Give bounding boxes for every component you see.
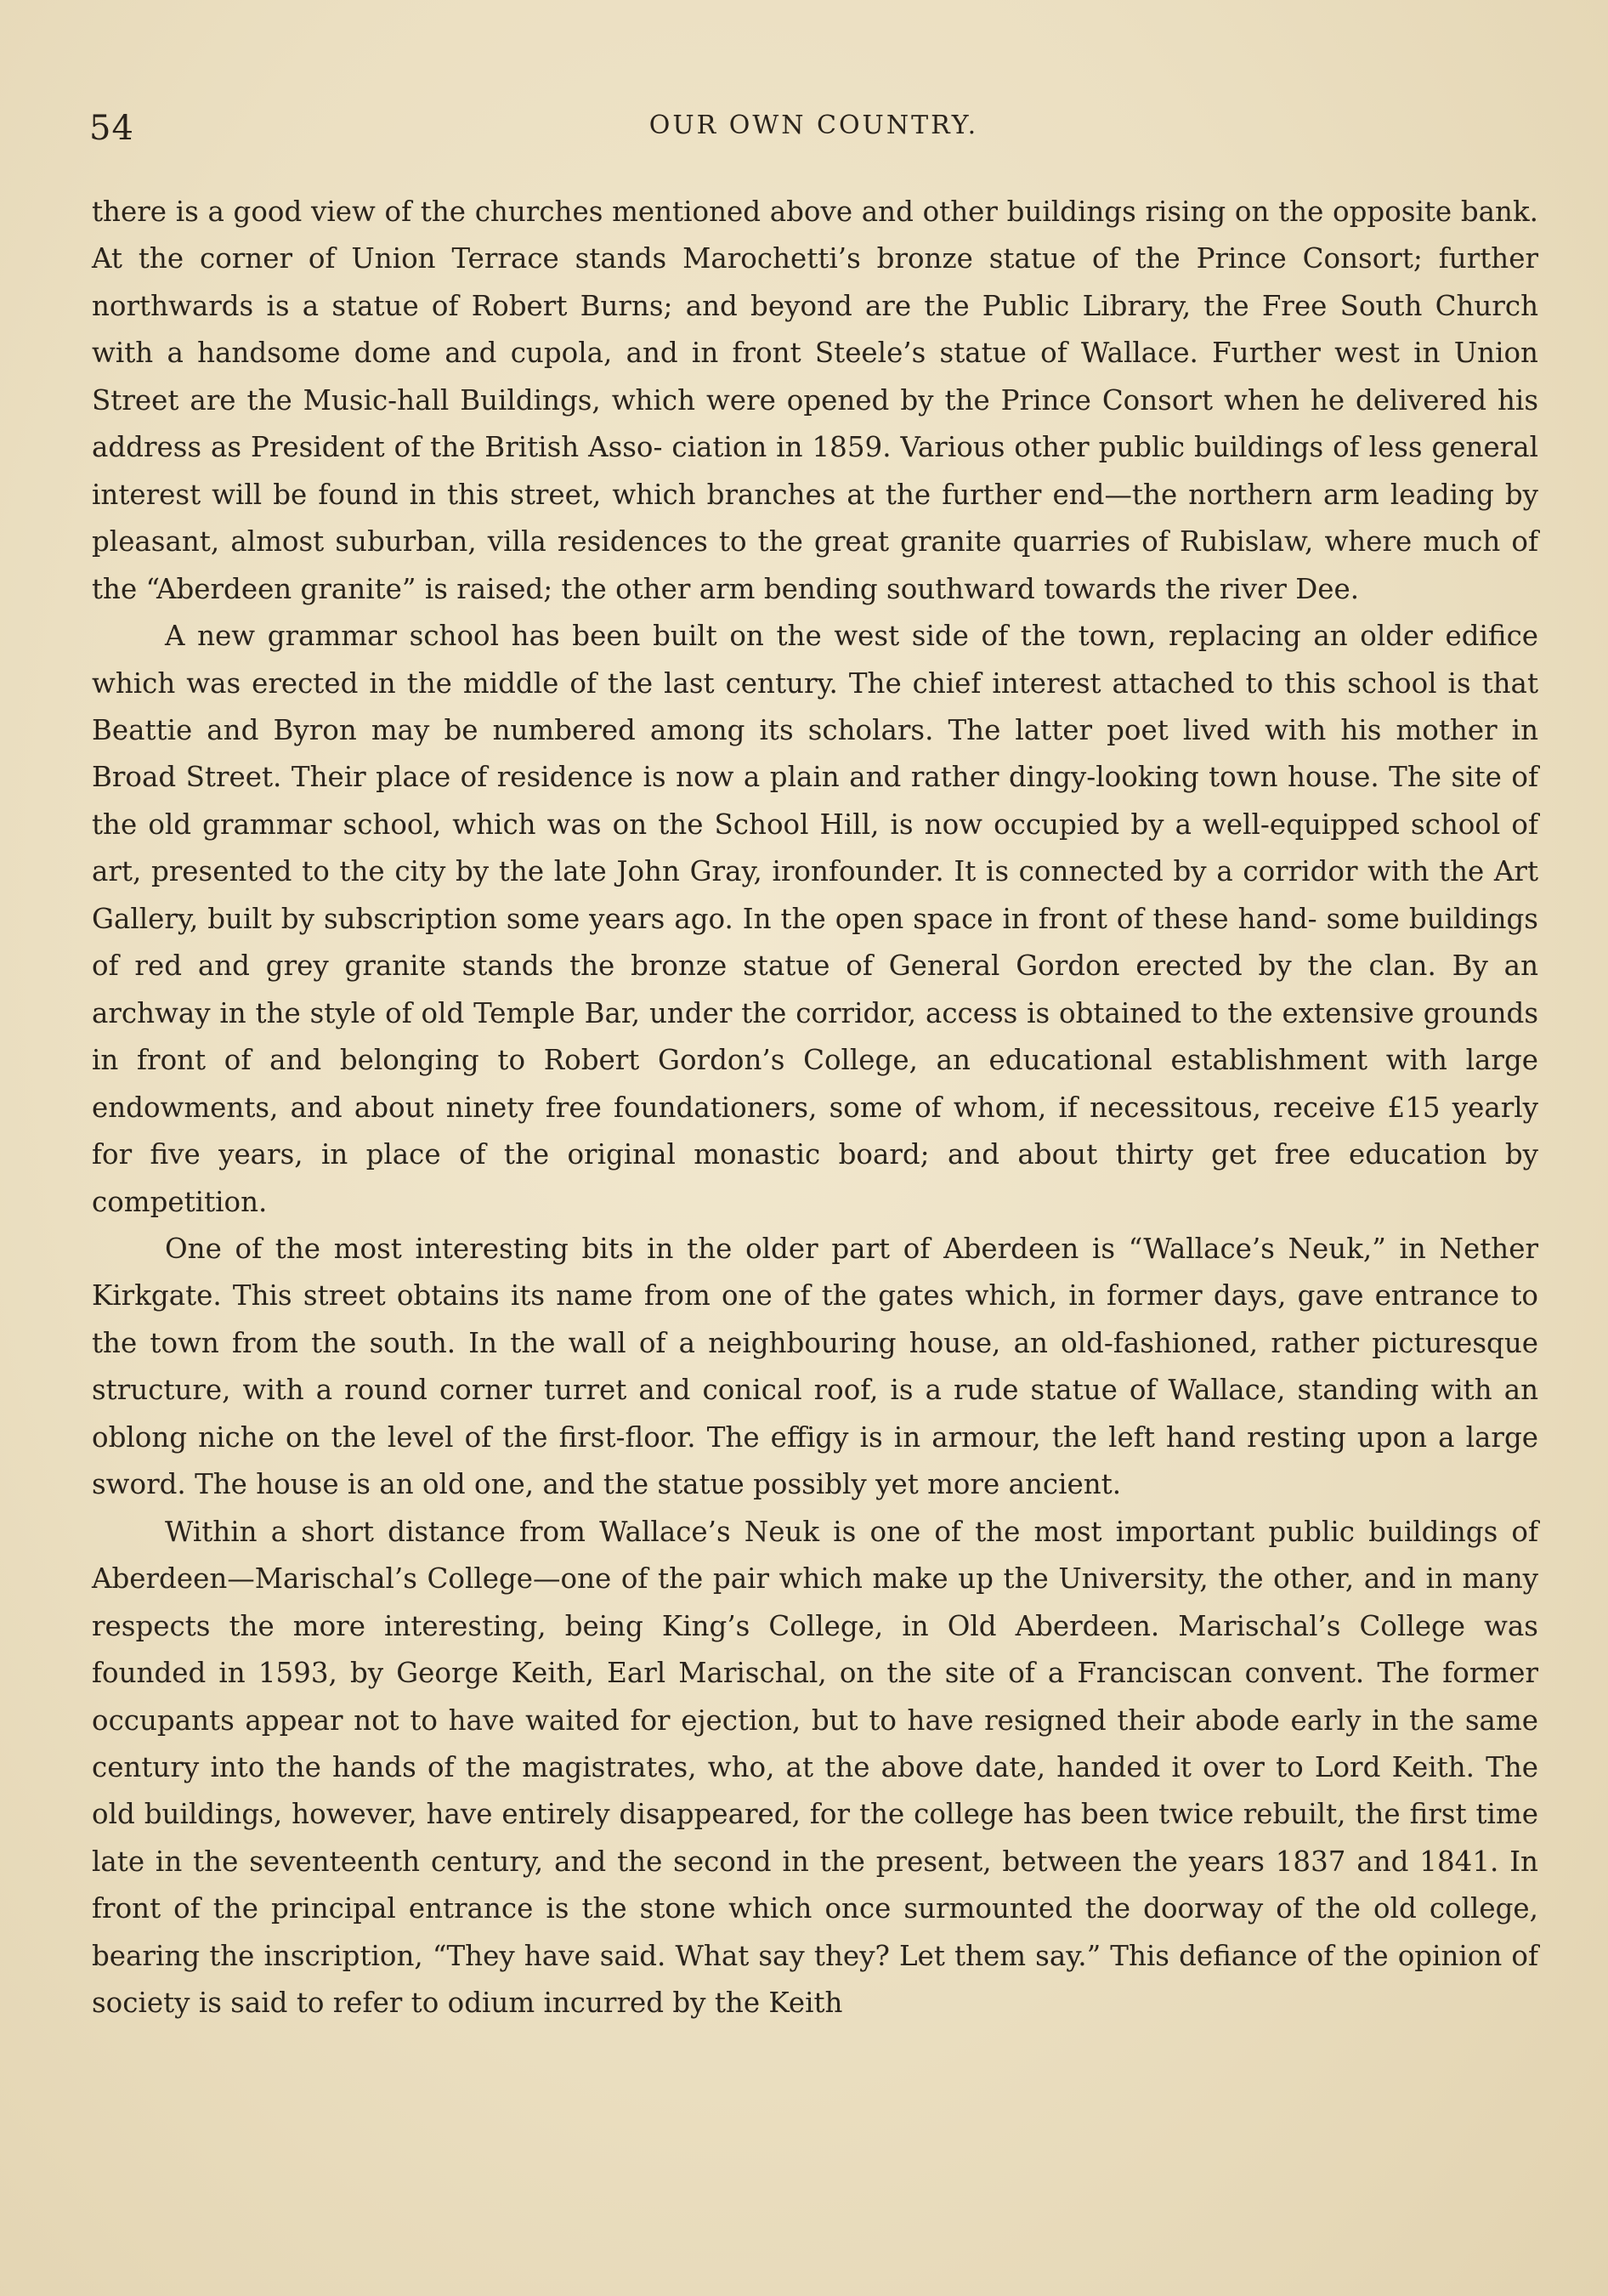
- paragraph-marischals-college: Within a short distance from Wallace’s Neuk is one of the most important public buildings of Aberdeen—Marischal’s College—one of the pair which make up the University, the other, and in many respects the more interesting, being King’s College, in Old Aberdeen. Marischal’s College was founded in 1593, by George Keith, Earl Marischal, on the site of a Franciscan convent. The former occupants appear not to have waited for ejection, but to have resigned their abode early in the same century into the hands of the magistrates, who, at the above date, handed it over to Lord Keith. The old buildings, however, have entirely disappeared, for the college has been twice rebuilt, the first time late in the seventeenth century, and the second in the present, between the years 1837 and 1841. In front of the principal entrance is the stone which once surmounted the doorway of the old college, bearing the inscription, “They have said. What say they? Let them say.” This defiance of the opinion of society is said to refer to odium incurred by the Keith: [92, 1515, 1538, 2020]
- paragraph-grammar-school: A new grammar school has been built on the west side of the town, replacing an older edifice which was erected in the middle of the last century. The chief interest attached to this school is that Beattie and Byron may be numbered among its scholars. The latter poet lived with his mother in Broad Street. Their place of residence is now a plain and rather dingy-looking town house. The site of the old grammar school, which was on the School Hill, is now occupied by a well-equipped school of art, presented to the city by the late John Gray, ironfounder. It is connected by a corridor with the Art Gallery, built by subscription some years ago. In the open space in front of these hand- some buildings of red and grey granite stands the bronze statue of General Gordon erected by the clan. By an archway in the style of old Temple Bar, under the corridor, access is obtained to the extensive grounds in front of and belonging to Robert Gordon’s College, an educational establishment with large endowments, and about ninety free foundationers, some of whom, if necessitous, receive £15 yearly for five years, in place of the original monastic board; and about thirty get free education by competition.: [92, 620, 1538, 1218]
- body-text: [92, 189, 1538, 2027]
- paragraph-continuation: there is a good view of the churches mentioned above and other buildings rising on the opposite bank. At the corner of Union Terrace stands Marochetti’s bronze statue of the Prince Consort; further northwards is a statue of Robert Burns; and beyond are the Public Library, the Free South Church with a handsome dome and cupola, and in front Steele’s statue of Wallace. Further west in Union Street are the Music-hall Buildings, which were opened by the Prince Consort when he delivered his address as President of the British Asso- ciation in 1859. Various other public buildings of less general interest will be found in this street, which branches at the further end—the northern arm leading by pleasant, almost suburban, villa residences to the great granite quarries of Rubislaw, where much of the “Aberdeen granite” is raised; the other arm bending southward towards the river Dee.: [92, 196, 1538, 605]
- paragraph-wallaces-neuk: One of the most interesting bits in the older part of Aberdeen is “Wallace’s Neuk,” in Nether Kirkgate. This street obtains its name from one of the gates which, in former days, gave entrance to the town from the south. In the wall of a neighbouring house, an old-fashioned, rather picturesque structure, with a round corner turret and conical roof, is a rude statue of Wallace, standing with an oblong niche on the level of the first-floor. The effigy is in armour, the left hand resting upon a large sword. The house is an old one, and the statue possibly yet more ancient.: [92, 1232, 1538, 1501]
- running-title: OUR OWN COUNTRY.: [648, 111, 979, 140]
- page-number: 54: [89, 109, 134, 148]
- running-head: [89, 109, 1538, 151]
